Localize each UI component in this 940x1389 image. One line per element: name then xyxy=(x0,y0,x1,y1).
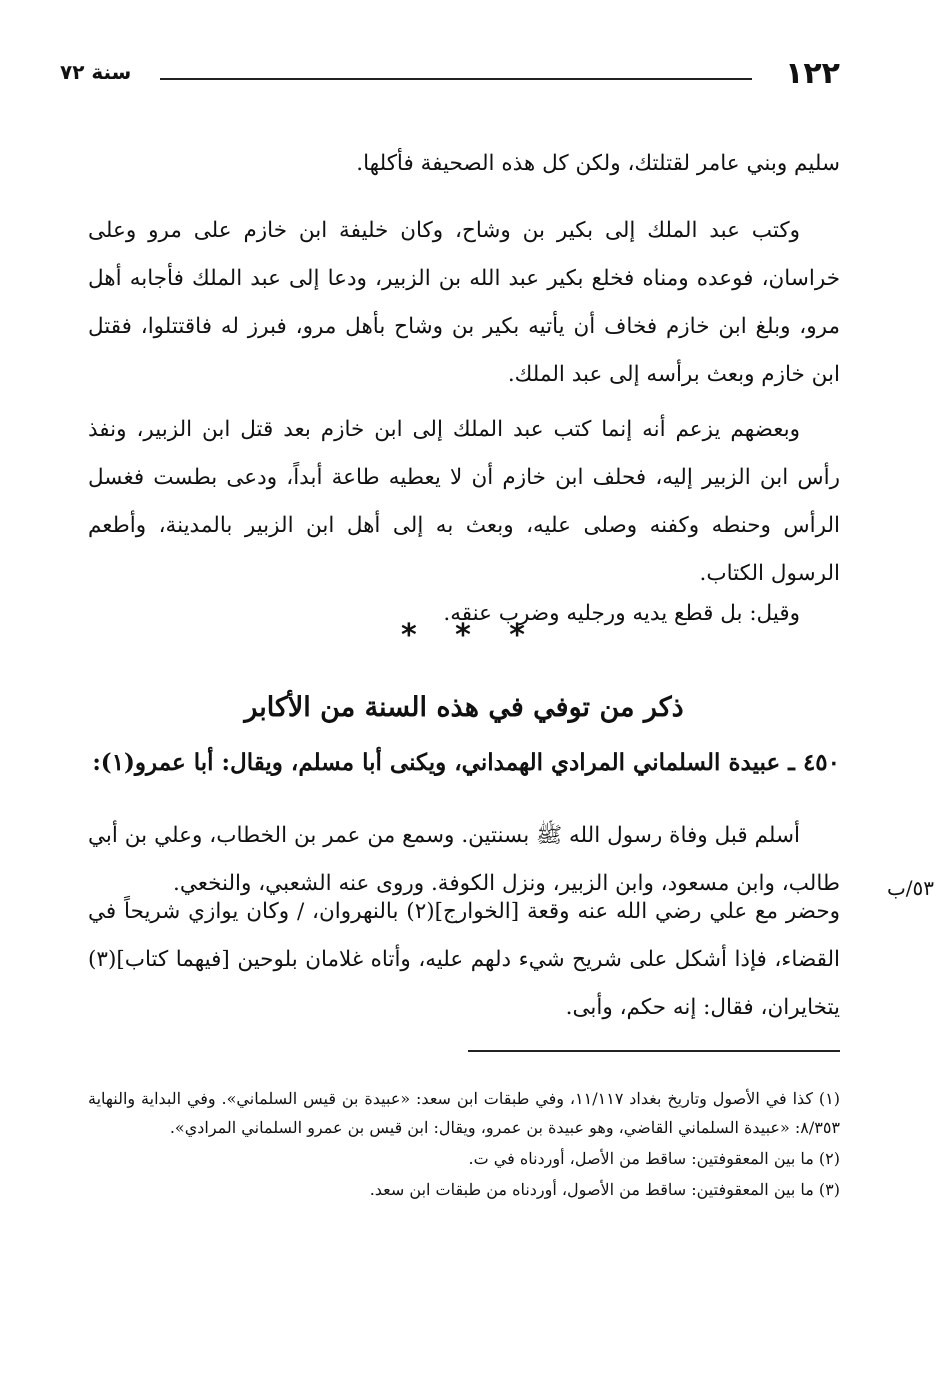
entry-heading: ٤٥٠ ـ عبيدة السلماني المرادي الهمداني، ويكنى أبا مسلم، ويقال: أبا عمرو(١): xyxy=(92,749,840,776)
header-rule xyxy=(160,78,752,80)
paragraph-4: وقيل: بل قطع يديه ورجليه وضرب عنقه. xyxy=(443,600,800,626)
footnote-2: (٢) ما بين المعقوفتين: ساقط من الأصل، أوردناه في ت. xyxy=(468,1149,840,1168)
section-title: ذكر من توفي في هذه السنة من الأكابر xyxy=(244,692,684,724)
entry-paragraph-2: وحضر مع علي رضي الله عنه وقعة [الخوارج](٢) بالنهروان، / وكان يوازي شريحاً في القضاء، فإذا أشكل على شريح شيء دلهم عليه، وأتاه غلامان بلوحين [فيهما كتاب](٣) يتخايران، فقال: إنه حكم، وأبى. xyxy=(88,898,840,1020)
footnote-3: (٣) ما بين المعقوفتين: ساقط من الأصول، أوردناه من طبقات ابن سعد. xyxy=(369,1180,840,1199)
year-label: سنة ٧٢ xyxy=(60,60,132,84)
page-header xyxy=(60,56,840,96)
paragraph-1: سليم وبني عامر لقتلتك، ولكن كل هذه الصحيفة فأكلها. xyxy=(356,150,840,176)
footnote-1: (١) كذا في الأصول وتاريخ بغداد ١١/١١٧، وفي طبقات ابن سعد: «عبيدة بن قيس السلماني». وفي البداية والنهاية ٨/٣٥٣: «عبيدة السلماني القاضي، وهو عبيدة بن عمرو، ويقال: ابن قيس بن عمرو السلماني المرادي». xyxy=(88,1089,840,1137)
paragraph-2: وكتب عبد الملك إلى بكير بن وشاح، وكان خليفة ابن خازم على مرو وعلى خراسان، فوعده ومناه فخلع بكير عبد الله بن الزبير، ودعا إلى عبد الملك فأجابه أهل مرو، وبلغ ابن خازم فخاف أن يأتيه بكير بن وشاح بأهل مرو، فبرز له فاقتتلوا، فقتل ابن خازم وبعث برأسه إلى عبد الملك. xyxy=(88,217,840,387)
manuscript-folio-note: ٥٣/ب xyxy=(886,876,934,900)
paragraph-3: وبعضهم يزعم أنه إنما كتب عبد الملك إلى ابن خازم بعد قتل ابن الزبير، ونفذ رأس ابن الزبير إليه، فحلف ابن خازم أن لا يعطيه طاعة أبداً، ودعى بطست فغسل الرأس وحنطه وكفنه وصلى عليه، وبعث به إلى أهل ابن الزبير بالمدينة، وأطعم الرسول الكتاب. xyxy=(88,416,840,586)
section-separator: * * * xyxy=(401,618,539,653)
footnote-rule xyxy=(468,1050,840,1052)
page-number: ١٢٢ xyxy=(785,56,840,91)
entry-paragraph-1: أسلم قبل وفاة رسول الله ﷺ بسنتين. وسمع من عمر بن الخطاب، وعلي بن أبي طالب، وابن مسعود، وابن الزبير، ونزل الكوفة. وروى عنه الشعبي، والنخعي. xyxy=(88,822,840,896)
footnotes xyxy=(88,1084,840,1204)
